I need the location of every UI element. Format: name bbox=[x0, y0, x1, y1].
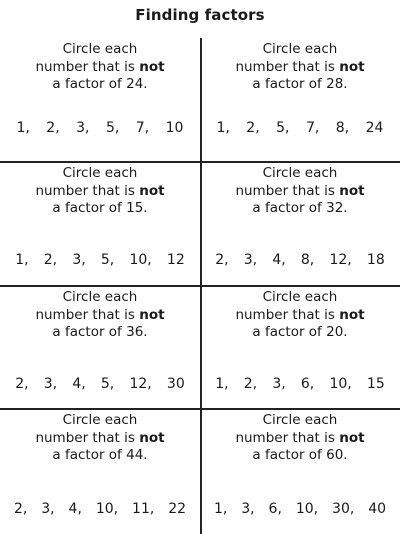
number-option[interactable]: 10, bbox=[129, 252, 152, 268]
number-option[interactable]: 3, bbox=[76, 120, 90, 136]
emphasis-not: not bbox=[139, 182, 165, 199]
number-option[interactable]: 30 bbox=[166, 376, 185, 392]
instruction-text bbox=[200, 286, 400, 342]
instruction-line: Circle each bbox=[262, 412, 338, 428]
instruction-text bbox=[200, 409, 400, 465]
number-option[interactable]: 4, bbox=[72, 376, 86, 392]
number-option[interactable]: 12 bbox=[166, 252, 185, 268]
instruction-line bbox=[0, 200, 200, 218]
number-option[interactable]: 2, bbox=[46, 120, 60, 136]
target-number: 32. bbox=[326, 200, 348, 216]
instruction-prefix: number that is bbox=[235, 58, 335, 75]
instruction-text bbox=[200, 162, 400, 218]
target-number: 24. bbox=[126, 76, 148, 92]
number-option[interactable]: 3, bbox=[72, 252, 86, 268]
instruction-line: Circle each bbox=[62, 289, 138, 305]
target-number: 60. bbox=[326, 447, 348, 463]
instruction-prefix: number that is bbox=[35, 429, 135, 446]
instruction-text bbox=[0, 286, 200, 342]
number-option[interactable]: 40 bbox=[368, 501, 387, 517]
instruction-line bbox=[200, 76, 400, 94]
instruction-line bbox=[0, 76, 200, 94]
instruction-line bbox=[0, 447, 200, 465]
number-option[interactable]: 1, bbox=[215, 376, 229, 392]
emphasis-not: not bbox=[139, 306, 165, 323]
instruction-prefix: a factor of bbox=[52, 324, 122, 340]
emphasis-not: not bbox=[139, 58, 165, 75]
number-option[interactable]: 4, bbox=[68, 501, 82, 517]
number-option[interactable]: 8, bbox=[335, 120, 350, 136]
number-options bbox=[200, 376, 400, 392]
number-option[interactable]: 5, bbox=[100, 376, 115, 392]
exercise-cell bbox=[0, 286, 200, 409]
number-options bbox=[200, 501, 400, 517]
instruction-line bbox=[0, 183, 200, 201]
number-option[interactable]: 12, bbox=[329, 252, 352, 268]
instruction-line bbox=[200, 200, 400, 218]
instruction-line bbox=[0, 324, 200, 342]
number-option[interactable]: 10, bbox=[329, 376, 352, 392]
number-option[interactable]: 3, bbox=[43, 376, 58, 392]
number-option[interactable]: 10, bbox=[295, 501, 319, 517]
instruction-prefix: a factor of bbox=[52, 200, 122, 216]
instruction-line bbox=[200, 183, 400, 201]
exercise-cell bbox=[200, 286, 400, 409]
instruction-prefix: a factor of bbox=[252, 324, 322, 340]
target-number: 44. bbox=[126, 447, 148, 463]
number-option[interactable]: 10, bbox=[95, 501, 119, 517]
number-option[interactable]: 1, bbox=[216, 120, 230, 136]
number-option[interactable]: 2, bbox=[243, 376, 258, 392]
exercise-cell bbox=[200, 162, 400, 285]
instruction-prefix: number that is bbox=[35, 58, 135, 75]
instruction-prefix: number that is bbox=[35, 306, 135, 323]
instruction-prefix: number that is bbox=[35, 182, 135, 199]
number-option[interactable]: 1, bbox=[15, 252, 29, 268]
instruction-line: Circle each bbox=[62, 165, 138, 181]
instruction-text bbox=[0, 38, 200, 94]
instruction-text bbox=[0, 162, 200, 218]
exercise-cell bbox=[200, 38, 400, 161]
number-option[interactable]: 18 bbox=[366, 252, 385, 268]
number-option[interactable]: 2, bbox=[15, 376, 29, 392]
page-title: Finding factors bbox=[135, 6, 265, 24]
number-option[interactable]: 5, bbox=[100, 252, 115, 268]
number-options bbox=[200, 252, 400, 268]
number-option[interactable]: 2, bbox=[43, 252, 58, 268]
number-option[interactable]: 2, bbox=[215, 252, 229, 268]
instruction-line bbox=[0, 59, 200, 77]
number-option[interactable]: 12, bbox=[129, 376, 152, 392]
exercise-cell bbox=[0, 409, 200, 532]
number-option[interactable]: 3, bbox=[243, 252, 258, 268]
number-option[interactable]: 3, bbox=[272, 376, 286, 392]
exercise-cell bbox=[0, 162, 200, 285]
emphasis-not: not bbox=[139, 429, 165, 446]
target-number: 28. bbox=[326, 76, 348, 92]
instruction-line bbox=[0, 430, 200, 448]
number-option[interactable]: 8, bbox=[300, 252, 315, 268]
number-option[interactable]: 4, bbox=[272, 252, 286, 268]
instruction-prefix: a factor of bbox=[52, 447, 122, 463]
emphasis-not: not bbox=[339, 58, 365, 75]
number-option[interactable]: 5, bbox=[105, 120, 120, 136]
target-number: 15. bbox=[126, 200, 148, 216]
target-number: 20. bbox=[326, 324, 348, 340]
number-options bbox=[0, 120, 200, 136]
number-option[interactable]: 11, bbox=[132, 501, 155, 517]
instruction-line bbox=[200, 430, 400, 448]
number-option[interactable]: 2, bbox=[246, 120, 260, 136]
number-options bbox=[200, 120, 400, 136]
exercise-cell bbox=[200, 409, 400, 532]
instruction-line: Circle each bbox=[62, 412, 138, 428]
instruction-prefix: number that is bbox=[235, 306, 335, 323]
number-option[interactable]: 22 bbox=[168, 501, 187, 517]
emphasis-not: not bbox=[339, 429, 365, 446]
number-option[interactable]: 24 bbox=[365, 120, 384, 136]
instruction-line bbox=[200, 59, 400, 77]
number-option[interactable]: 2, bbox=[13, 501, 28, 517]
number-option[interactable]: 1, bbox=[16, 120, 30, 136]
instruction-prefix: number that is bbox=[235, 182, 335, 199]
instruction-line bbox=[200, 447, 400, 465]
number-option[interactable]: 3, bbox=[241, 501, 255, 517]
emphasis-not: not bbox=[339, 306, 365, 323]
instruction-line: Circle each bbox=[262, 165, 338, 181]
instruction-prefix: a factor of bbox=[252, 200, 322, 216]
instruction-line: Circle each bbox=[62, 41, 138, 57]
exercise-cell bbox=[0, 38, 200, 161]
number-option[interactable]: 6, bbox=[300, 376, 315, 392]
instruction-line: Circle each bbox=[262, 41, 338, 57]
number-option[interactable]: 30, bbox=[332, 501, 355, 517]
number-option[interactable]: 15 bbox=[366, 376, 385, 392]
instruction-line: Circle each bbox=[262, 289, 338, 305]
number-options bbox=[0, 376, 200, 392]
number-option[interactable]: 3, bbox=[41, 501, 55, 517]
instruction-text bbox=[200, 38, 400, 94]
instruction-line bbox=[200, 307, 400, 325]
number-option[interactable]: 1, bbox=[213, 501, 228, 517]
instruction-prefix: a factor of bbox=[252, 447, 322, 463]
instruction-text bbox=[0, 409, 200, 465]
number-option[interactable]: 10 bbox=[165, 120, 184, 136]
instruction-prefix: number that is bbox=[235, 429, 335, 446]
instruction-prefix: a factor of bbox=[252, 76, 322, 92]
target-number: 36. bbox=[126, 324, 148, 340]
number-options bbox=[0, 252, 200, 268]
number-option[interactable]: 7, bbox=[305, 120, 320, 136]
instruction-prefix: a factor of bbox=[52, 76, 122, 92]
number-option[interactable]: 5, bbox=[276, 120, 290, 136]
number-options bbox=[0, 501, 200, 517]
number-option[interactable]: 6, bbox=[268, 501, 282, 517]
instruction-line bbox=[0, 307, 200, 325]
instruction-line bbox=[200, 324, 400, 342]
number-option[interactable]: 7, bbox=[135, 120, 150, 136]
emphasis-not: not bbox=[339, 182, 365, 199]
